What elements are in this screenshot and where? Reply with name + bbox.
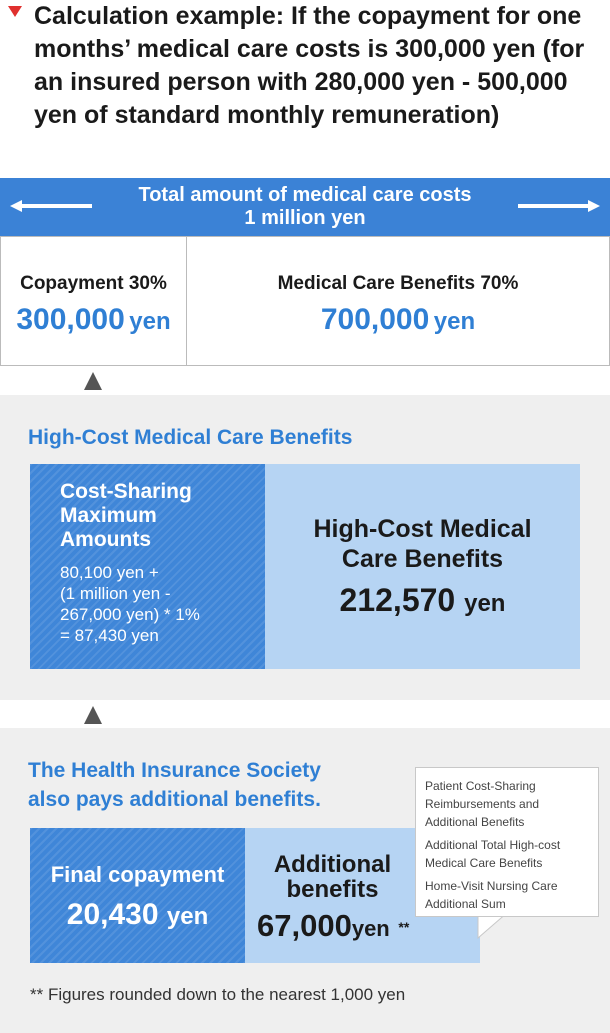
up-arrow-icon — [84, 706, 102, 724]
medical-benefits-box — [186, 236, 610, 366]
high-cost-panel — [0, 395, 610, 700]
footnote: ** Figures rounded down to the nearest 1,000 yen — [30, 985, 406, 1004]
copayment-label: Copayment 30% — [20, 273, 167, 294]
cost-sharing-max-box — [30, 464, 265, 669]
high-cost-section-title: High-Cost Medical Care Benefits — [28, 426, 353, 449]
arrow-right-icon — [518, 200, 600, 212]
callout-line: Additional Benefits — [425, 815, 525, 829]
csm-calc-line: = 87,430 yen — [60, 626, 159, 645]
title-marker-icon — [8, 6, 22, 17]
callout-line: Medical Care Benefits — [425, 856, 543, 870]
total-cost-line1: Total amount of medical care costs — [138, 184, 472, 206]
high-cost-benefits-amount: 212,570 — [339, 582, 456, 618]
medical-benefits-unit: yen — [433, 308, 476, 335]
callout-line: Home-Visit Nursing Care — [425, 879, 558, 893]
csm-calc-line: (1 million yen - — [60, 584, 171, 603]
additional-benefits-footnote-mark: ** — [398, 919, 410, 935]
callout-item — [425, 836, 590, 872]
csm-calc-line: 267,000 yen) * 1% — [60, 605, 200, 624]
final-copayment-unit: yen — [166, 903, 209, 930]
final-copayment-amount: 20,430 — [66, 898, 159, 931]
copayment-box — [0, 236, 187, 366]
additional-label-line: benefits — [286, 876, 379, 903]
cost-sharing-max-title — [60, 480, 192, 552]
additional-benefits-label — [245, 852, 420, 902]
callout-line: Patient Cost-Sharing — [425, 779, 536, 793]
final-copayment-value — [30, 898, 245, 932]
hc-title-line: Care Benefits — [341, 545, 504, 573]
csm-title-line: Amounts — [60, 528, 151, 551]
additional-label-line: Additional — [273, 851, 392, 878]
additional-benefits-amount: 67,000 — [257, 908, 352, 943]
callout-line: Additional Total High-cost — [425, 838, 561, 852]
additional-benefits-value — [257, 908, 409, 944]
hc-title-line: High-Cost Medical — [313, 515, 532, 543]
cost-sharing-calc — [60, 562, 200, 646]
final-copayment-box — [30, 828, 245, 963]
final-copayment-label: Final copayment — [50, 862, 225, 887]
high-cost-benefits-title — [265, 514, 580, 574]
society-title-line: The Health Insurance Society — [28, 759, 321, 782]
callout-line: Additional Sum — [425, 897, 506, 911]
page-title: Calculation example: If the copayment for one months’ medical care costs is 300,000 yen (for an insured person with 280,000 yen - 500,000 yen of standard monthly remuneration) — [34, 2, 585, 129]
total-cost-bar — [0, 178, 610, 236]
medical-benefits-label: Medical Care Benefits 70% — [277, 273, 519, 294]
up-arrow-icon — [84, 372, 102, 390]
csm-title-line: Cost-Sharing — [60, 480, 192, 503]
additional-benefits-callout — [415, 767, 599, 917]
copayment-amount: 300,000 — [16, 303, 125, 336]
total-cost-line2: 1 million yen — [244, 207, 366, 229]
society-section-title — [28, 756, 321, 814]
medical-benefits-amount: 700,000 — [320, 303, 430, 336]
callout-line: Reimbursements and — [425, 797, 540, 811]
high-cost-benefits-unit: yen — [464, 590, 506, 617]
high-cost-benefits-box — [265, 464, 580, 669]
copayment-unit: yen — [129, 308, 171, 335]
additional-benefits-unit: yen — [351, 916, 390, 941]
society-title-line: also pays additional benefits. — [28, 788, 321, 811]
callout-item — [425, 877, 590, 913]
medical-benefits-value — [187, 303, 609, 337]
copayment-value — [1, 303, 186, 337]
callout-item — [425, 777, 590, 831]
csm-title-line: Maximum — [60, 504, 157, 527]
high-cost-benefits-value — [265, 582, 580, 619]
csm-calc-line: 80,100 yen + — [60, 563, 159, 582]
